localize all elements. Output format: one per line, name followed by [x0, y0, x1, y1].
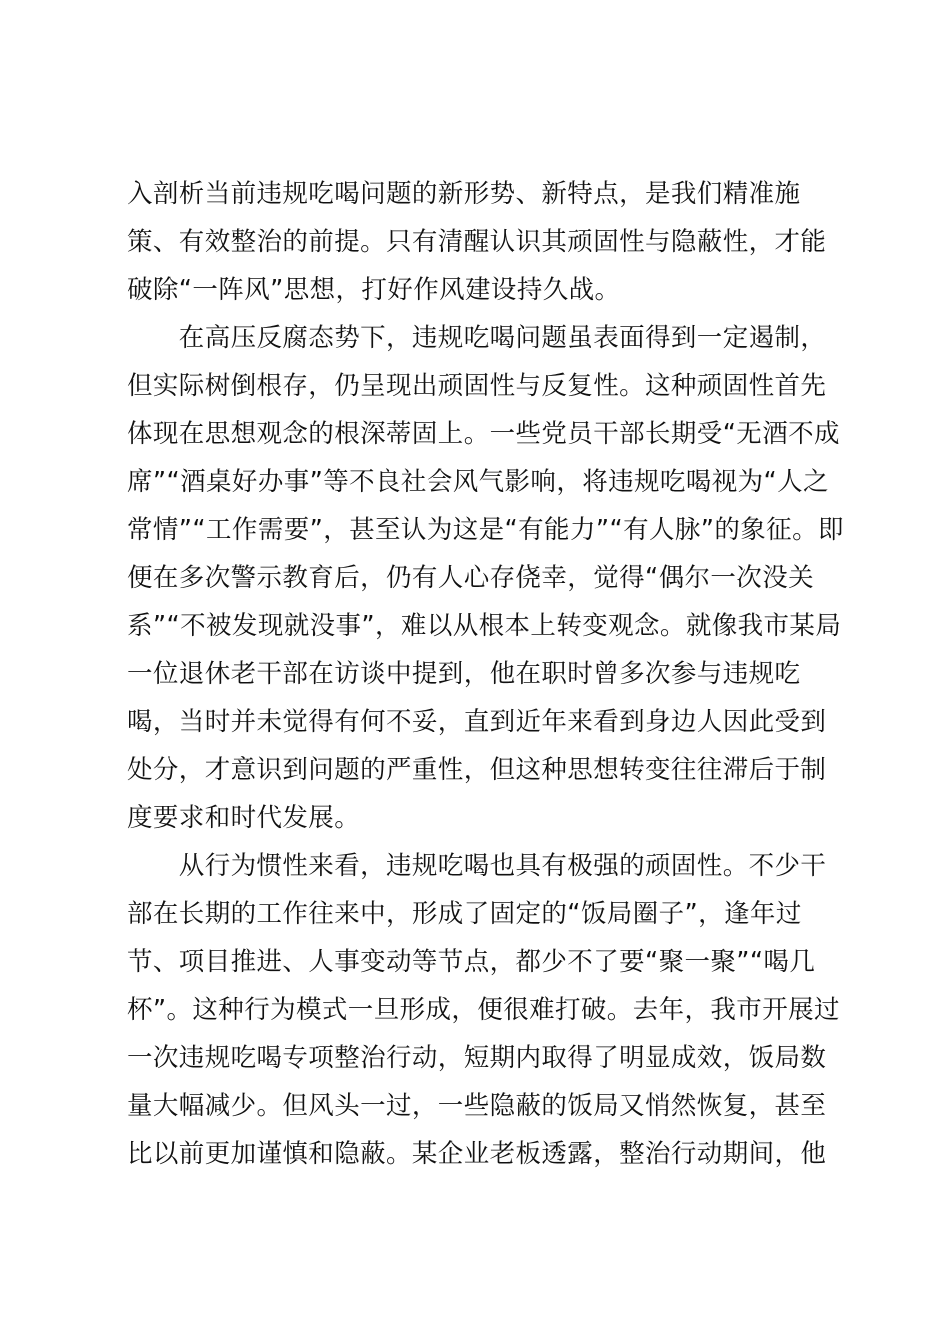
- text-line: 但实际树倒根存，仍呈现出顽固性与反复性。这种顽固性首先: [127, 371, 827, 401]
- text-line: 席”“酒桌好办事”等不良社会风气影响，将违规吃喝视为“人之: [127, 467, 829, 497]
- text-line: 策、有效整治的前提。只有清醒认识其顽固性与隐蔽性，才能: [127, 227, 827, 257]
- text-line: 便在多次警示教育后，仍有人心存侥幸，觉得“偶尔一次没关: [127, 563, 815, 593]
- text-line: 一位退休老干部在访谈中提到，他在职时曾多次参与违规吃: [127, 659, 801, 689]
- text-line: 从行为惯性来看，违规吃喝也具有极强的顽固性。不少干: [127, 851, 827, 881]
- text-line: 部在长期的工作往来中，形成了固定的“饭局圈子”，逢年过: [127, 899, 802, 929]
- text-line: 度要求和时代发展。: [127, 803, 361, 833]
- text-line: 喝，当时并未觉得有何不妥，直到近年来看到身边人因此受到: [127, 707, 827, 737]
- body-text: [127, 170, 847, 1178]
- text-line: 杯”。这种行为模式一旦形成，便很难打破。去年，我市开展过: [127, 995, 840, 1025]
- text-line: 处分，才意识到问题的严重性，但这种思想转变往往滞后于制: [127, 755, 827, 785]
- text-line: 一次违规吃喝专项整治行动，短期内取得了明显成效，饭局数: [127, 1043, 827, 1073]
- text-line: 入剖析当前违规吃喝问题的新形势、新特点，是我们精准施: [127, 179, 801, 209]
- text-line: 比以前更加谨慎和隐蔽。某企业老板透露，整治行动期间，他: [127, 1139, 827, 1169]
- text-line: 常情”“工作需要”，甚至认为这是“有能力”“有人脉”的象征。即: [127, 515, 844, 545]
- text-line: 量大幅减少。但风头一过，一些隐蔽的饭局又悄然恢复，甚至: [127, 1091, 827, 1121]
- text-line: 节、项目推进、人事变动等节点，都少不了要“聚一聚”“喝几: [127, 947, 816, 977]
- text-line: 系”“不被发现就没事”，难以从根本上转变观念。就像我市某局: [127, 611, 842, 641]
- text-line: 体现在思想观念的根深蒂固上。一些党员干部长期受“无酒不成: [127, 419, 840, 449]
- text-line: 在高压反腐态势下，违规吃喝问题虽表面得到一定遏制，: [127, 323, 827, 353]
- text-line: 破除“一阵风”思想，打好作风建设持久战。: [127, 275, 621, 305]
